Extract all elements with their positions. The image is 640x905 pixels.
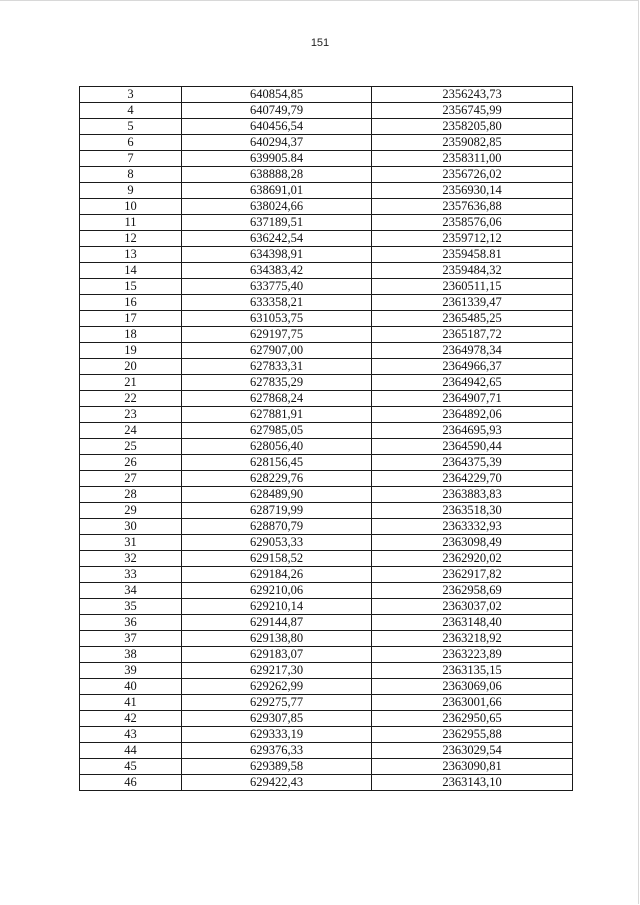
y-coordinate-cell: 2356745,99: [372, 103, 573, 119]
table-row: [80, 183, 573, 199]
point-number-cell: 17: [80, 311, 182, 327]
point-number-cell: 41: [80, 695, 182, 711]
table-row: [80, 407, 573, 423]
x-coordinate-cell: 628229,76: [182, 471, 372, 487]
x-coordinate-cell: 639905.84: [182, 151, 372, 167]
table-row: [80, 167, 573, 183]
y-coordinate-cell: 2360511,15: [372, 279, 573, 295]
table-row: [80, 471, 573, 487]
x-coordinate-cell: 629183,07: [182, 647, 372, 663]
y-coordinate-cell: 2363135,15: [372, 663, 573, 679]
x-coordinate-cell: 629262,99: [182, 679, 372, 695]
point-number-cell: 12: [80, 231, 182, 247]
y-coordinate-cell: 2363518,30: [372, 503, 573, 519]
x-coordinate-cell: 628056,40: [182, 439, 372, 455]
y-coordinate-cell: 2361339,47: [372, 295, 573, 311]
table-row: [80, 439, 573, 455]
y-coordinate-cell: 2363098,49: [372, 535, 573, 551]
coordinates-table: [79, 86, 573, 791]
y-coordinate-cell: 2359712,12: [372, 231, 573, 247]
y-coordinate-cell: 2363029,54: [372, 743, 573, 759]
x-coordinate-cell: 629422,43: [182, 775, 372, 791]
point-number-cell: 31: [80, 535, 182, 551]
x-coordinate-cell: 636242,54: [182, 231, 372, 247]
x-coordinate-cell: 629307,85: [182, 711, 372, 727]
table-row: [80, 391, 573, 407]
table-row: [80, 775, 573, 791]
point-number-cell: 29: [80, 503, 182, 519]
y-coordinate-cell: 2363223,89: [372, 647, 573, 663]
x-coordinate-cell: 629389,58: [182, 759, 372, 775]
y-coordinate-cell: 2359082,85: [372, 135, 573, 151]
y-coordinate-cell: 2362958,69: [372, 583, 573, 599]
point-number-cell: 18: [80, 327, 182, 343]
point-number-cell: 40: [80, 679, 182, 695]
table-row: [80, 647, 573, 663]
point-number-cell: 32: [80, 551, 182, 567]
point-number-cell: 26: [80, 455, 182, 471]
y-coordinate-cell: 2364590,44: [372, 439, 573, 455]
point-number-cell: 37: [80, 631, 182, 647]
point-number-cell: 34: [80, 583, 182, 599]
point-number-cell: 35: [80, 599, 182, 615]
y-coordinate-cell: 2364892,06: [372, 407, 573, 423]
y-coordinate-cell: 2363332,93: [372, 519, 573, 535]
x-coordinate-cell: 638888,28: [182, 167, 372, 183]
point-number-cell: 33: [80, 567, 182, 583]
point-number-cell: 42: [80, 711, 182, 727]
y-coordinate-cell: 2362950,65: [372, 711, 573, 727]
y-coordinate-cell: 2365485,25: [372, 311, 573, 327]
y-coordinate-cell: 2364229,70: [372, 471, 573, 487]
point-number-cell: 38: [80, 647, 182, 663]
table-row: [80, 583, 573, 599]
y-coordinate-cell: 2363069,06: [372, 679, 573, 695]
point-number-cell: 20: [80, 359, 182, 375]
x-coordinate-cell: 629275,77: [182, 695, 372, 711]
x-coordinate-cell: 640294,37: [182, 135, 372, 151]
table-row: [80, 359, 573, 375]
y-coordinate-cell: 2363218,92: [372, 631, 573, 647]
y-coordinate-cell: 2356726,02: [372, 167, 573, 183]
table-row: [80, 343, 573, 359]
y-coordinate-cell: 2363148,40: [372, 615, 573, 631]
y-coordinate-cell: 2363090,81: [372, 759, 573, 775]
y-coordinate-cell: 2358311,00: [372, 151, 573, 167]
x-coordinate-cell: 629210,06: [182, 583, 372, 599]
point-number-cell: 30: [80, 519, 182, 535]
table-row: [80, 727, 573, 743]
point-number-cell: 3: [80, 87, 182, 103]
y-coordinate-cell: 2357636,88: [372, 199, 573, 215]
x-coordinate-cell: 640456,54: [182, 119, 372, 135]
x-coordinate-cell: 631053,75: [182, 311, 372, 327]
point-number-cell: 5: [80, 119, 182, 135]
table-row: [80, 599, 573, 615]
table-row: [80, 311, 573, 327]
table-row: [80, 423, 573, 439]
table-row: [80, 631, 573, 647]
point-number-cell: 45: [80, 759, 182, 775]
table-row: [80, 615, 573, 631]
x-coordinate-cell: 628156,45: [182, 455, 372, 471]
y-coordinate-cell: 2363037,02: [372, 599, 573, 615]
point-number-cell: 25: [80, 439, 182, 455]
y-coordinate-cell: 2362917,82: [372, 567, 573, 583]
y-coordinate-cell: 2363143,10: [372, 775, 573, 791]
point-number-cell: 22: [80, 391, 182, 407]
x-coordinate-cell: 629197,75: [182, 327, 372, 343]
x-coordinate-cell: 627985,05: [182, 423, 372, 439]
table-row: [80, 327, 573, 343]
point-number-cell: 23: [80, 407, 182, 423]
y-coordinate-cell: 2363001,66: [372, 695, 573, 711]
table-row: [80, 711, 573, 727]
point-number-cell: 15: [80, 279, 182, 295]
point-number-cell: 43: [80, 727, 182, 743]
y-coordinate-cell: 2362955,88: [372, 727, 573, 743]
table-row: [80, 567, 573, 583]
y-coordinate-cell: 2358576,06: [372, 215, 573, 231]
x-coordinate-cell: 628870,79: [182, 519, 372, 535]
table-row: [80, 295, 573, 311]
point-number-cell: 27: [80, 471, 182, 487]
x-coordinate-cell: 629333,19: [182, 727, 372, 743]
table-row: [80, 375, 573, 391]
y-coordinate-cell: 2359484,32: [372, 263, 573, 279]
table-row: [80, 135, 573, 151]
x-coordinate-cell: 634398,91: [182, 247, 372, 263]
x-coordinate-cell: 627833,31: [182, 359, 372, 375]
y-coordinate-cell: 2358205,80: [372, 119, 573, 135]
point-number-cell: 16: [80, 295, 182, 311]
table-row: [80, 455, 573, 471]
coordinates-table-body: [80, 87, 573, 791]
table-row: [80, 231, 573, 247]
table-row: [80, 87, 573, 103]
point-number-cell: 28: [80, 487, 182, 503]
x-coordinate-cell: 629053,33: [182, 535, 372, 551]
page-number: 151: [310, 37, 330, 49]
point-number-cell: 11: [80, 215, 182, 231]
point-number-cell: 6: [80, 135, 182, 151]
y-coordinate-cell: 2364375,39: [372, 455, 573, 471]
point-number-cell: 39: [80, 663, 182, 679]
point-number-cell: 8: [80, 167, 182, 183]
x-coordinate-cell: 637189,51: [182, 215, 372, 231]
table-row: [80, 279, 573, 295]
y-coordinate-cell: 2364942,65: [372, 375, 573, 391]
x-coordinate-cell: 638691,01: [182, 183, 372, 199]
y-coordinate-cell: 2364907,71: [372, 391, 573, 407]
x-coordinate-cell: 629210,14: [182, 599, 372, 615]
y-coordinate-cell: 2364978,34: [372, 343, 573, 359]
point-number-cell: 46: [80, 775, 182, 791]
y-coordinate-cell: 2363883,83: [372, 487, 573, 503]
x-coordinate-cell: 640854,85: [182, 87, 372, 103]
table-row: [80, 663, 573, 679]
point-number-cell: 4: [80, 103, 182, 119]
point-number-cell: 36: [80, 615, 182, 631]
table-row: [80, 487, 573, 503]
x-coordinate-cell: 629144,87: [182, 615, 372, 631]
point-number-cell: 19: [80, 343, 182, 359]
table-row: [80, 743, 573, 759]
x-coordinate-cell: 627868,24: [182, 391, 372, 407]
table-row: [80, 679, 573, 695]
x-coordinate-cell: 629217,30: [182, 663, 372, 679]
y-coordinate-cell: 2364966,37: [372, 359, 573, 375]
x-coordinate-cell: 627881,91: [182, 407, 372, 423]
table-row: [80, 759, 573, 775]
x-coordinate-cell: 629184,26: [182, 567, 372, 583]
table-row: [80, 247, 573, 263]
y-coordinate-cell: 2364695,93: [372, 423, 573, 439]
point-number-cell: 9: [80, 183, 182, 199]
point-number-cell: 13: [80, 247, 182, 263]
point-number-cell: 24: [80, 423, 182, 439]
x-coordinate-cell: 628719,99: [182, 503, 372, 519]
table-row: [80, 215, 573, 231]
y-coordinate-cell: 2362920,02: [372, 551, 573, 567]
point-number-cell: 21: [80, 375, 182, 391]
y-coordinate-cell: 2356243,73: [372, 87, 573, 103]
table-row: [80, 519, 573, 535]
x-coordinate-cell: 640749,79: [182, 103, 372, 119]
table-row: [80, 103, 573, 119]
table-row: [80, 263, 573, 279]
y-coordinate-cell: 2359458.81: [372, 247, 573, 263]
table-row: [80, 535, 573, 551]
point-number-cell: 44: [80, 743, 182, 759]
x-coordinate-cell: 628489,90: [182, 487, 372, 503]
table-row: [80, 551, 573, 567]
x-coordinate-cell: 633775,40: [182, 279, 372, 295]
x-coordinate-cell: 627907,00: [182, 343, 372, 359]
y-coordinate-cell: 2365187,72: [372, 327, 573, 343]
y-coordinate-cell: 2356930,14: [372, 183, 573, 199]
table-row: [80, 199, 573, 215]
x-coordinate-cell: 629138,80: [182, 631, 372, 647]
table-row: [80, 695, 573, 711]
x-coordinate-cell: 629376,33: [182, 743, 372, 759]
x-coordinate-cell: 638024,66: [182, 199, 372, 215]
table-row: [80, 119, 573, 135]
point-number-cell: 14: [80, 263, 182, 279]
point-number-cell: 7: [80, 151, 182, 167]
x-coordinate-cell: 629158,52: [182, 551, 372, 567]
table-row: [80, 151, 573, 167]
point-number-cell: 10: [80, 199, 182, 215]
x-coordinate-cell: 627835,29: [182, 375, 372, 391]
x-coordinate-cell: 634383,42: [182, 263, 372, 279]
x-coordinate-cell: 633358,21: [182, 295, 372, 311]
table-row: [80, 503, 573, 519]
